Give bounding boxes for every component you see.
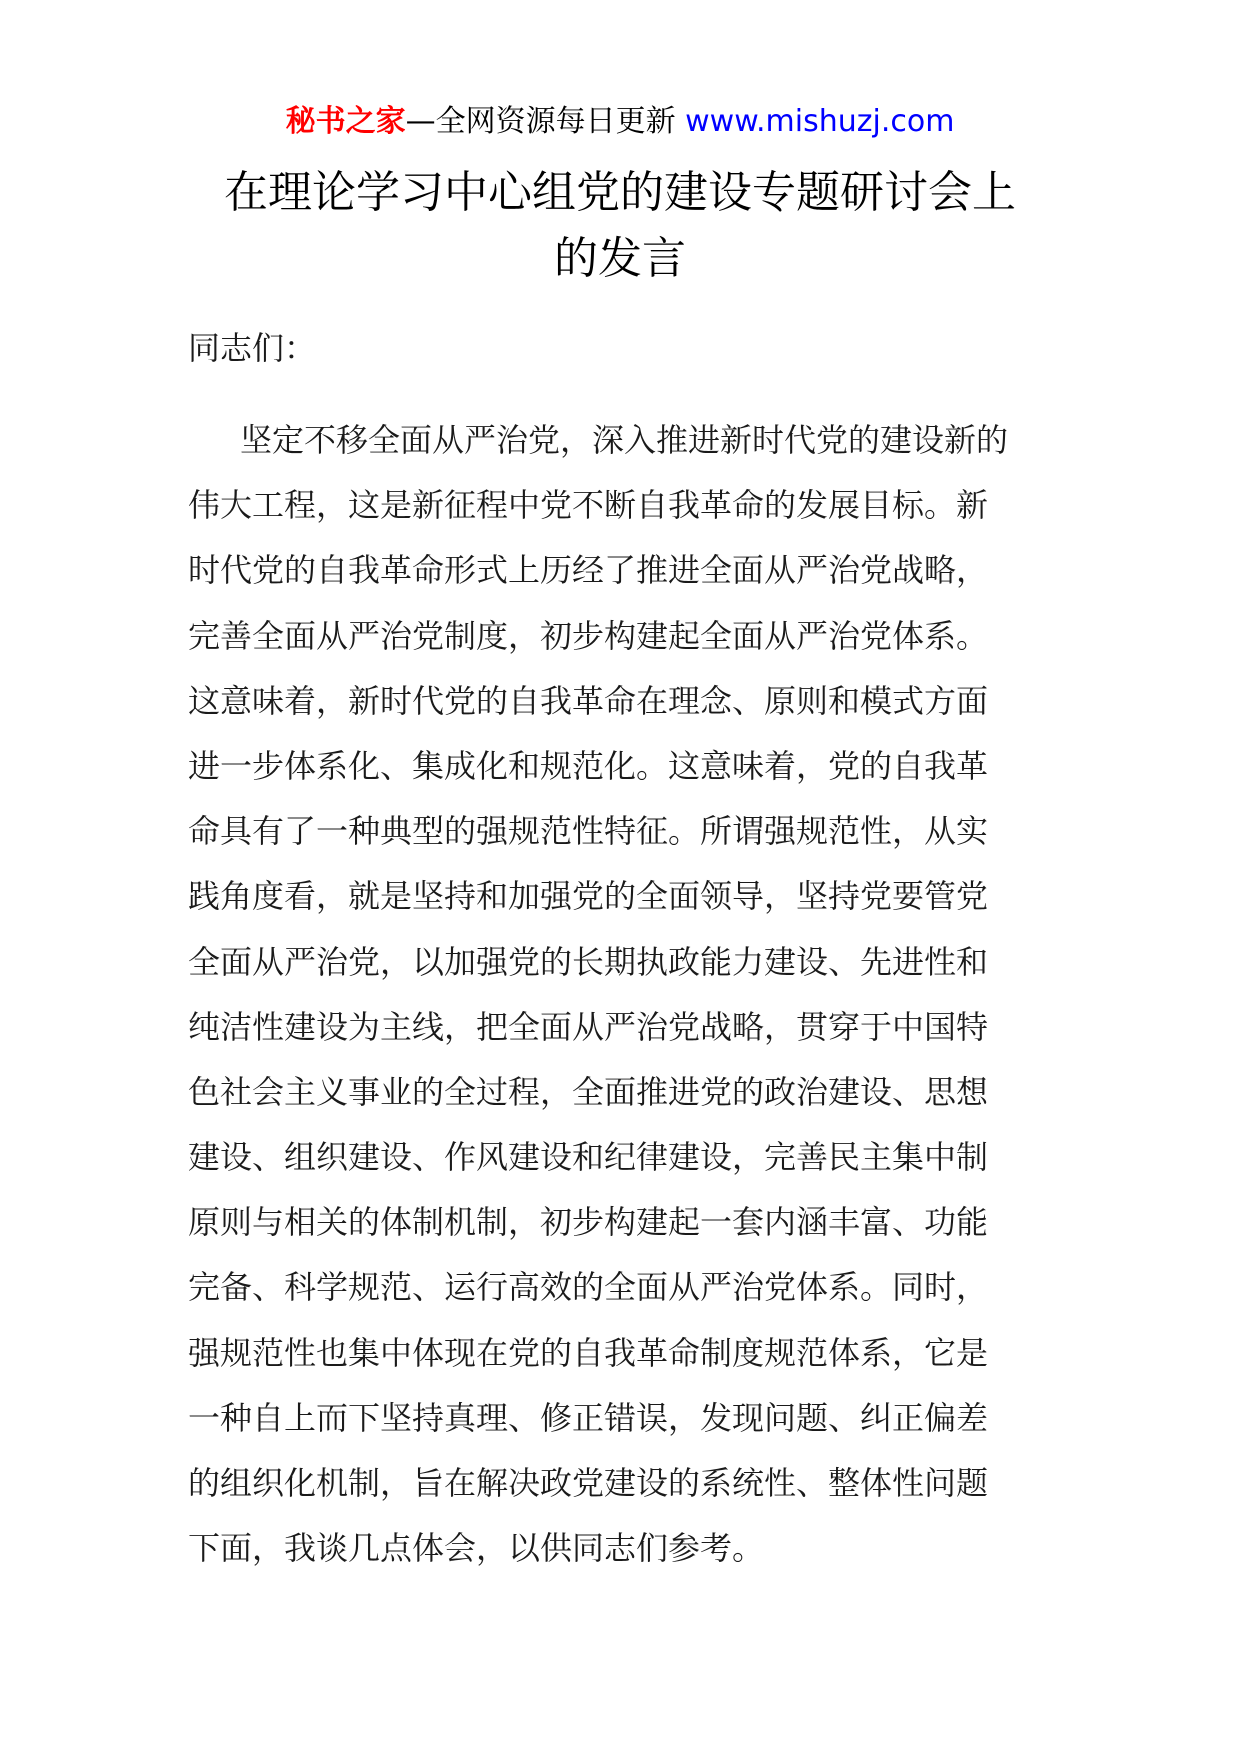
brand-name: 秘书之家 (285, 104, 406, 139)
body-line: 原则与相关的体制机制，初步构建起一套内涵丰富、功能 (188, 1203, 989, 1242)
body-paragraph (188, 408, 1058, 1581)
body-line: 伟大工程，这是新征程中党不断自我革命的发展目标。新 (188, 486, 989, 525)
body-line: 一种自上而下坚持真理、修正错误，发现问题、纠正偏差 (188, 1398, 989, 1437)
body-line: 完备、科学规范、运行高效的全面从严治党体系。同时， (188, 1268, 989, 1307)
salutation: 同志们： (188, 329, 317, 367)
body-line: 命具有了一种典型的强规范性特征。所谓强规范性，从实 (188, 812, 989, 851)
body-line: 建设、组织建设、作风建设和纪律建设，完善民主集中制 (188, 1138, 989, 1177)
body-line: 践角度看，就是坚持和加强党的全面领导，坚持党要管党 (188, 877, 989, 916)
title-line-1: 在理论学习中心组党的建设专题研讨会上 (224, 167, 1016, 218)
body-line: 纯洁性建设为主线，把全面从严治党战略，贯穿于中国特 (188, 1007, 989, 1046)
header-tagline: —全网资源每日更新 (405, 104, 676, 139)
title-line-2: 的发言 (554, 233, 686, 284)
site-header (0, 102, 1240, 142)
body-line: 这意味着，新时代党的自我革命在理念、原则和模式方面 (188, 681, 989, 720)
body-line: 进一步体系化、集成化和规范化。这意味着，党的自我革 (188, 746, 989, 785)
site-url-link[interactable]: www.mishuzj.com (685, 104, 955, 139)
body-line: 全面从严治党，以加强党的长期执政能力建设、先进性和 (188, 942, 989, 981)
body-line: 色社会主义事业的全过程，全面推进党的政治建设、思想 (188, 1072, 989, 1111)
body-line: 完善全面从严治党制度，初步构建起全面从严治党体系。 (188, 616, 989, 655)
body-line: 下面，我谈几点体会，以供同志们参考。 (188, 1529, 765, 1568)
document-title (180, 160, 1060, 292)
body-line: 强规范性也集中体现在党的自我革命制度规范体系，它是 (188, 1333, 989, 1372)
body-line: 坚定不移全面从严治党，深入推进新时代党的建设新的 (240, 421, 1009, 459)
body-line: 的组织化机制，旨在解决政党建设的系统性、整体性问题 (188, 1464, 989, 1502)
body-line: 时代党的自我革命形式上历经了推进全面从严治党战略， (188, 551, 989, 590)
